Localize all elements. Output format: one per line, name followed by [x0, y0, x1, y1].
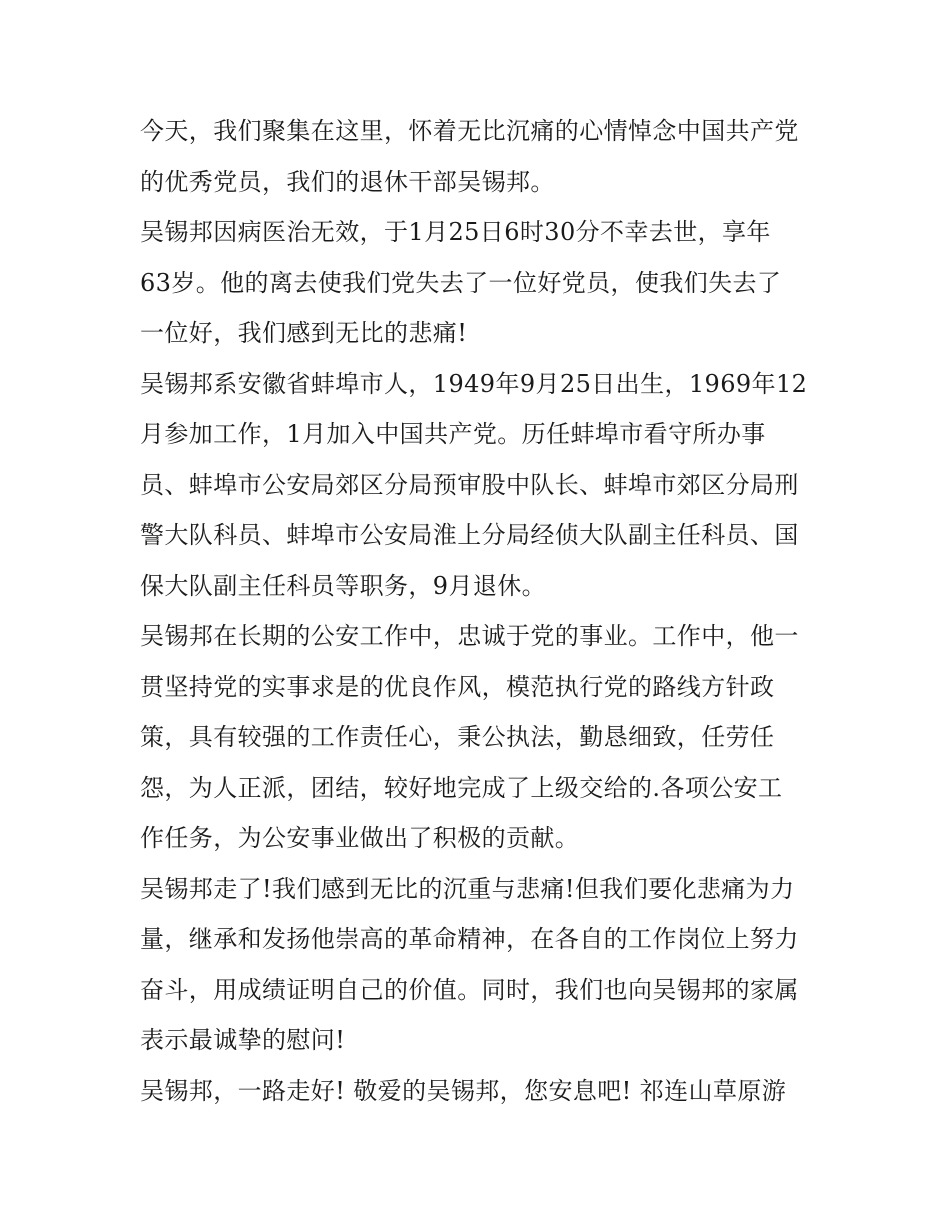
- text-line: 保大队副主任科员等职务，9月退休。: [140, 571, 547, 600]
- text-line: 表示最诚挚的慰问!: [140, 1026, 346, 1054]
- text-line: 吴锡邦，一路走好! 敬爱的吴锡邦，您安息吧! 祁连山草原游: [140, 1076, 787, 1105]
- paragraph-mourning: [140, 864, 820, 1066]
- text-line: 吴锡邦系安徽省蚌埠市人，1949年9月25日出生，1969年12: [140, 369, 808, 398]
- text-line: 怨，为人正派，团结，较好地完成了上级交给的.各项公安工: [140, 773, 783, 802]
- paragraph-biography: [140, 359, 820, 612]
- text-line: 63岁。他的离去使我们党失去了一位好党员，使我们失去了: [140, 268, 782, 297]
- text-line: 作任务，为公安事业做出了积极的贡献。: [140, 824, 580, 852]
- text-line: 奋斗，用成绩证明自己的价值。同时，我们也向吴锡邦的家属: [140, 975, 799, 1004]
- text-line: 吴锡邦走了!我们感到无比的沉重与悲痛!但我们要化悲痛为力: [140, 874, 795, 903]
- text-line: 今天，我们聚集在这里，怀着无比沉痛的心情悼念中国共产党: [140, 117, 799, 145]
- text-line: 贯坚持党的实事求是的优良作风，模范执行党的路线方针政: [140, 672, 775, 701]
- text-line: 策，具有较强的工作责任心，秉公执法，勤恳细致，任劳任: [140, 723, 775, 751]
- paragraph-passing: [140, 207, 820, 359]
- paragraph-opening: [140, 106, 820, 207]
- text-line: 的优秀党员，我们的退休干部吴锡邦。: [140, 167, 555, 196]
- text-line: 警大队科员、蚌埠市公安局淮上分局经侦大队副主任科员、国: [140, 521, 799, 549]
- document-body: [140, 106, 820, 1116]
- text-line: 吴锡邦在长期的公安工作中，忠诚于党的事业。工作中，他一: [140, 622, 799, 650]
- text-line: 一位好，我们感到无比的悲痛!: [140, 319, 468, 347]
- text-line: 月参加工作，1月加入中国共产党。历任蚌埠市看守所办事: [140, 420, 766, 448]
- text-line: 员、蚌埠市公安局郊区分局预审股中队长、蚌埠市郊区分局刑: [140, 470, 799, 499]
- paragraph-farewell: [140, 1066, 820, 1117]
- paragraph-career: [140, 611, 820, 864]
- text-line: 吴锡邦因病医治无效，于1月25日6时30分不幸去世，享年: [140, 218, 771, 246]
- text-line: 量，继承和发扬他崇高的革命精神，在各自的工作岗位上努力: [140, 925, 799, 953]
